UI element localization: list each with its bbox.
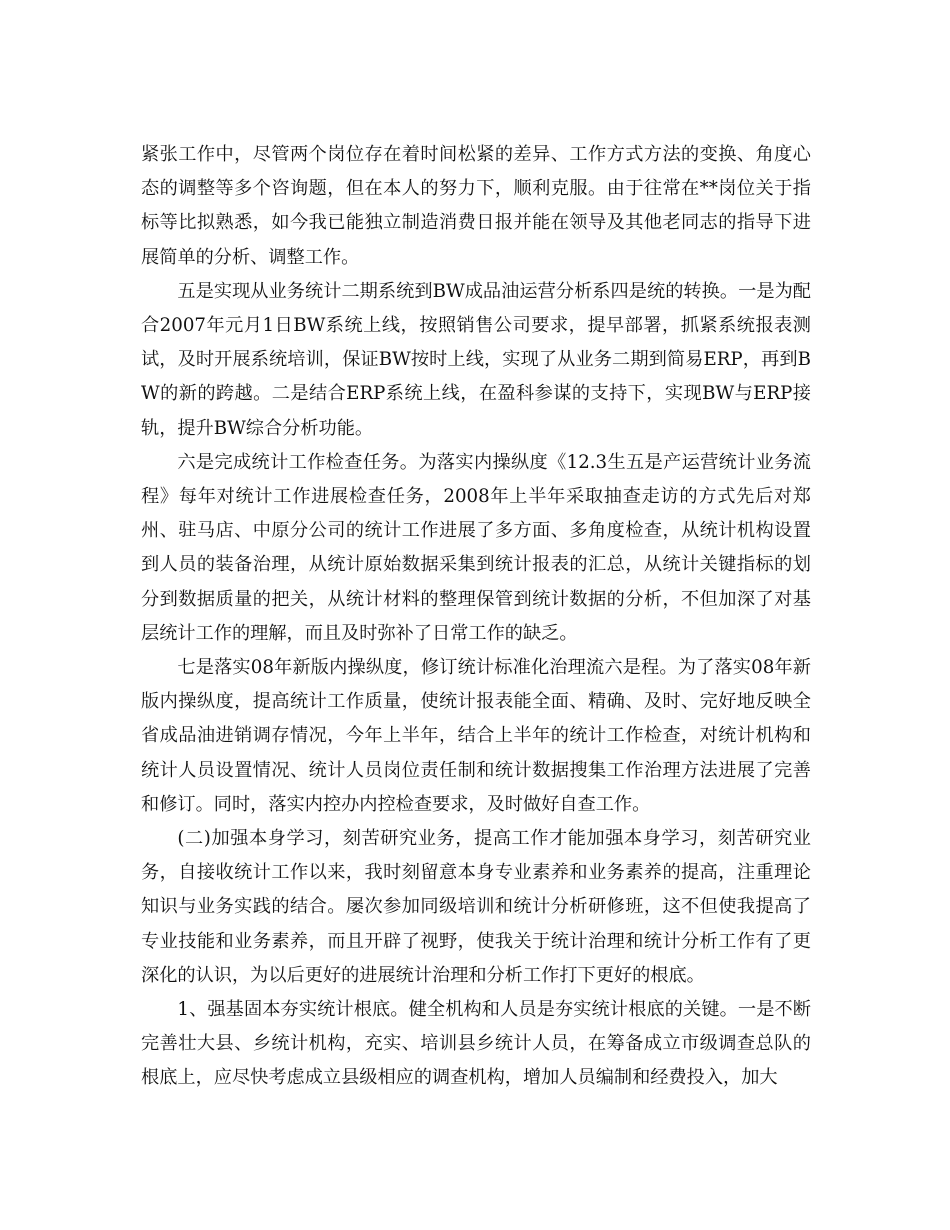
document-body	[141, 138, 811, 1096]
paragraph-6: 1、强基固本夯实统计根底。健全机构和人员是夯实统计根底的关键。一是不断完善壮大县、乡统计机构，充实、培训县乡统计人员，在筹备成立市级调查总队的根底上，应尽快考虑成立县级相应的调查机构，增加人员编制和经费投入，加大	[141, 999, 811, 1089]
paragraph-2: 五是实现从业务统计二期系统到BW成品油运营分析系四是统的转换。一是为配合2007年元月1日BW系统上线，按照销售公司要求，提早部署，抓紧系统报表测试，及时开展系统培训，保证BW按时上线，实现了从业务二期到简易ERP，再到BW的新的跨越。二是结合ERP系统上线，在盈科参谋的支持下，实现BW与ERP接轨，提升BW综合分析功能。	[141, 280, 811, 439]
paragraph-3: 六是完成统计工作检查任务。为落实内操纵度《12.3生五是产运营统计业务流程》每年对统计工作进展检查任务，2008年上半年采取抽查走访的方式先后对郑州、驻马店、中原分公司的统计工作进展了多方面、多角度检查，从统计机构设置到人员的装备治理，从统计原始数据采集到统计报表的汇总，从统计关键指标的划分到数据质量的把关，从统计材料的整理保管到统计数据的分析，不但加深了对基层统计工作的理解，而且及时弥补了日常工作的缺乏。	[141, 451, 811, 644]
paragraph-4: 七是落实08年新版内操纵度，修订统计标准化治理流六是程。为了落实08年新版内操纵度，提高统计工作质量，使统计报表能全面、精确、及时、完好地反映全省成品油进销调存情况，今年上半年，结合上半年的统计工作检查，对统计机构和统计人员设置情况、统计人员岗位责任制和统计数据搜集工作治理方法进展了完善和修订。同时，落实内控办内控检查要求，及时做好自查工作。	[141, 657, 811, 815]
paragraph-1: 紧张工作中，尽管两个岗位存在着时间松紧的差异、工作方式方法的变换、角度心态的调整等多个咨询题，但在本人的努力下，顺利克服。由于往常在**岗位关于指标等比拟熟悉，如今我已能独立制造消费日报并能在领导及其他老同志的指导下进展简单的分析、调整工作。	[141, 144, 811, 268]
paragraph-5: (二)加强本身学习，刻苦研究业务，提高工作才能加强本身学习，刻苦研究业务，自接收统计工作以来，我时刻留意本身专业素养和业务素养的提高，注重理论知识与业务实践的结合。屡次参加同级培训和统计分析研修班，这不但使我提高了专业技能和业务素养，而且开辟了视野，使我关于统计治理和统计分析工作有了更深化的认识，为以后更好的进展统计治理和分析工作打下更好的根底。	[141, 828, 811, 986]
